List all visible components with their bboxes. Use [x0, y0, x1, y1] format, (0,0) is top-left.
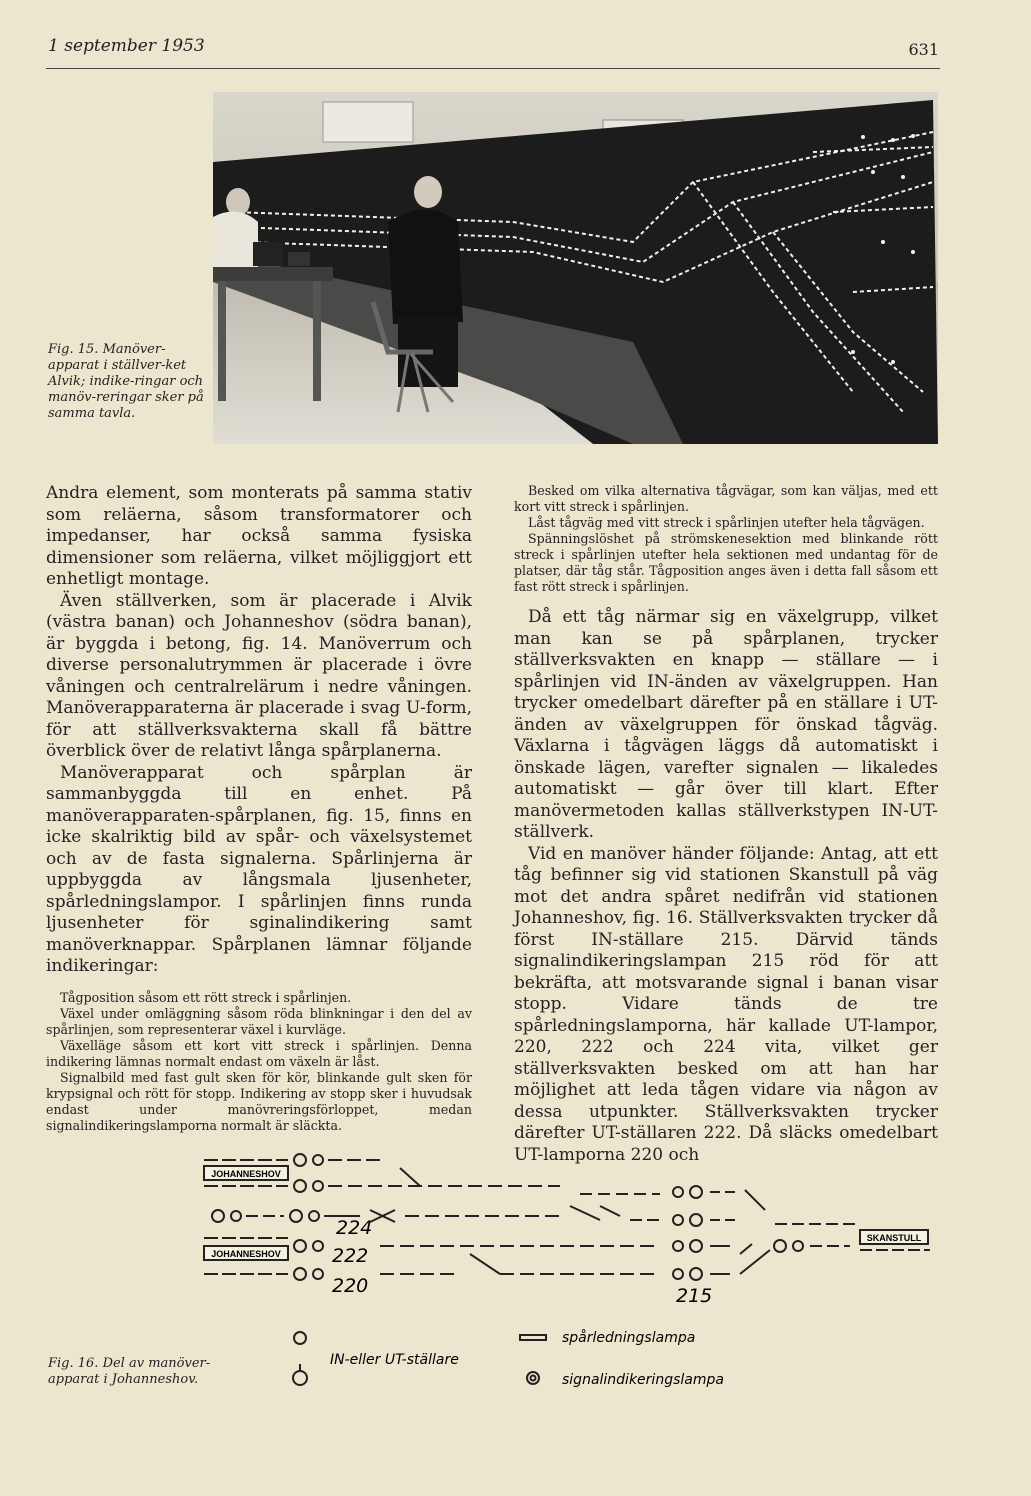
label-johanneshov-bottom: JOHANNESHOV — [211, 1249, 281, 1259]
indication-item: Besked om vilka alternativa tågvägar, som kan väljas, med ett kort vitt streck i spårlinjen. — [514, 483, 938, 514]
left-column — [46, 483, 472, 1134]
indication-item: Växelläge såsom ett kort vitt streck i spårlinjen. Denna indikering lämnas normalt endast om växeln är låst. — [46, 1037, 472, 1069]
figure-15-photo — [213, 92, 938, 444]
track-lamp-icon — [520, 1335, 546, 1340]
label-johanneshov-top: JOHANNESHOV — [211, 1169, 281, 1179]
button-symbol-icon — [293, 1371, 307, 1385]
body-paragraph: Även ställverken, som är placerade i Alvik (västra banan) och Johanneshov (södra banan), är byggda i betong, fig. 14. Manöverrum och diverse personalutrymmen är placerade i övre våningen och centralrelärum i nedre våningen. Manöverapparaterna är placerade i svag U-form, för att ställverksvakterna skall få bättre överblick över de relativt långa spårplanerna. — [46, 590, 472, 761]
body-paragraph: Vid en manöver händer följande: Antag, att ett tåg befinner sig vid stationen Skanstull på väg mot det andra spåret nedifrån vid stationen Johanneshov, fig. 16. Ställverksvakten trycker då först IN-ställare 215. Därvid tänds signalindikeringslampan 215 röd för att bekräfta, att motsvarande signal i banan visar stopp. Vidare tänds de tre spårledningslamporna, här kallade UT-lampor, 220, 222 och 224 vita, vilket ger ställverksvakten besked om att han har möjlighet att leda tågen vidare via någon av dessa utpunkter. Ställverksvakten trycker därefter UT-ställaren 222. Då släcks omedelbart UT-lamporna 220 och — [514, 843, 938, 1165]
body-paragraph: Då ett tåg närmar sig en växelgrupp, vilket man kan se på spårplanen, trycker ställverksvakten en knapp — ställare — i spårlinjen vid IN-änden av växelgruppen. Han trycker omedelbart därefter på en ställare i UT-änden av växelgruppen för önskad tågväg. Växlarna i tågvägen läggs då automatiskt i önskade lägen, varefter signalen — likaledes automatiskt — går över till klart. Efter manövermetoden kallas ställverkstypen IN-UT-ställverk. — [514, 607, 938, 842]
indication-item: Spänningslöshet på strömskenesektion med blinkande rött streck i spårlinjen utefter hela sektionen med undantag för de platser, där tåg står. Tågposition anges även i detta fall såsom ett fast rött streck i spårlinjen. — [514, 531, 938, 594]
figure-16-caption: Fig. 16. Del av manöver-apparat i Johanneshov. — [48, 1356, 211, 1387]
legend-signal-lamp-label: signalindikeringslampa — [562, 1372, 724, 1388]
button-symbol-icon — [294, 1332, 306, 1344]
indication-item: Växel under omläggning såsom röda blinkningar i den del av spårlinjen, som representerar växel i kurvläge. — [46, 1005, 472, 1037]
figure-16-legend — [200, 1318, 940, 1398]
label-224: 224 — [336, 1217, 373, 1239]
label-215: 215 — [676, 1285, 713, 1307]
page-number: 631 — [908, 40, 939, 59]
indication-item: Signalbild med fast gult sken för kör, blinkande gult sken för krypsignal och rött för stopp. Indikering av stopp sker i huvudsak endast under manövreringsförloppet, medan signalindikeringslamporna normalt är släckta. — [46, 1069, 472, 1133]
label-skanstull: SKANSTULL — [866, 1233, 922, 1243]
indication-item: Låst tågväg med vitt streck i spårlinjen utefter hela tågvägen. — [528, 515, 925, 530]
legend-track-lamp-label: spårledningslampa — [562, 1330, 696, 1346]
legend-button-label: IN-eller UT-ställare — [330, 1352, 459, 1368]
label-220: 220 — [332, 1275, 369, 1297]
header-date: 1 september 1953 — [48, 36, 205, 56]
figure-16-track-diagram — [200, 1150, 940, 1308]
body-paragraph: Andra element, som monterats på samma stativ som reläerna, såsom transformatorer och impedanser, har också samma fysiska dimensioner som reläerna, vilket möjliggjort ett enhetligt montage. — [46, 483, 472, 589]
body-paragraph: Manöverapparat och spårplan är sammanbyggda till en enhet. På manöverapparaten-spårplanen, fig. 15, finns en icke skalriktig bild av spår- och växelsystemet och av de fasta signalerna. Spårlinjerna är uppbyggda av långsmala ljusenheter, spårledningslampor. I spårlinjen finns runda ljusenheter för sginalindikering samt manöverknappar. Spårplanen lämnar följande indikeringar: — [46, 762, 472, 976]
control-room-illustration — [213, 92, 938, 444]
right-column — [514, 483, 938, 1166]
signal-lamp-icon — [527, 1372, 539, 1384]
figure-15-caption: Fig. 15. Manöver-apparat i ställver-ket Alvik; indike-ringar och manöv-reringar sker på samma tavla. — [48, 342, 204, 421]
indication-item: Tågposition såsom ett rött streck i spårlinjen. — [60, 989, 352, 1005]
label-222: 222 — [332, 1245, 369, 1267]
header-rule — [46, 68, 940, 69]
